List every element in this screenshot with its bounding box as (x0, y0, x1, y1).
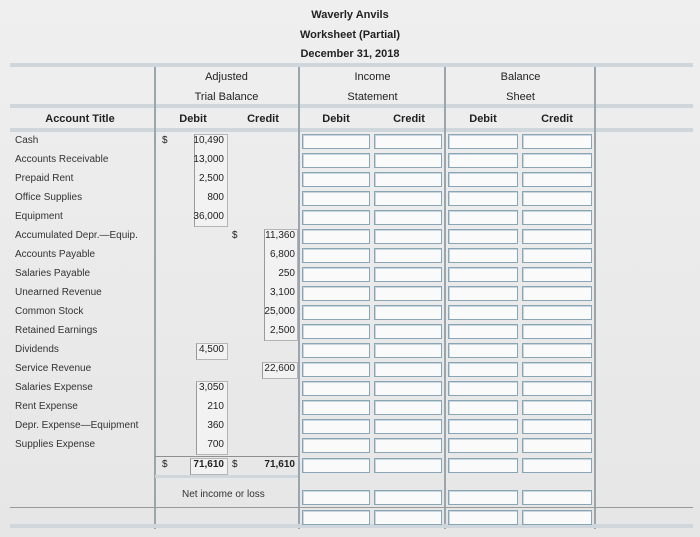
bs-credit-input[interactable] (522, 134, 592, 149)
top-double-rule (10, 63, 693, 67)
bs-debit-input[interactable] (448, 458, 518, 473)
bs-credit-input[interactable] (522, 305, 592, 320)
income-group-label-2: Statement (347, 91, 398, 103)
company-name: Waverly Anvils (311, 9, 389, 21)
is-debit-input[interactable] (302, 381, 370, 396)
is-credit-input[interactable] (374, 267, 442, 282)
is-credit-input[interactable] (374, 438, 442, 453)
bs-debit-input[interactable] (448, 324, 518, 339)
dollar-sign: $ (162, 459, 168, 470)
column-header-rule (10, 128, 693, 132)
is-debit-input[interactable] (302, 458, 370, 473)
account-title: Retained Earnings (15, 325, 98, 336)
bs-credit-input[interactable] (522, 229, 592, 244)
is-debit-input[interactable] (302, 134, 370, 149)
credit-amount: 2,500 (269, 325, 295, 336)
credit-amount: 3,100 (269, 287, 295, 298)
is-debit-input[interactable] (302, 438, 370, 453)
is-debit-input[interactable] (302, 172, 370, 187)
bs-credit-input[interactable] (522, 438, 592, 453)
is-credit-input[interactable] (374, 210, 442, 225)
is-credit-input[interactable] (374, 343, 442, 358)
debit-amount: 800 (207, 192, 224, 203)
credit-amount: 22,600 (264, 363, 295, 374)
is-credit-input[interactable] (374, 172, 442, 187)
bs-debit-input[interactable] (448, 248, 518, 263)
divider-atb (298, 67, 300, 529)
is-debit-input[interactable] (302, 510, 370, 525)
totals-top-rule (155, 456, 298, 457)
bs-credit-input[interactable] (522, 510, 592, 525)
bs-credit-input[interactable] (522, 248, 592, 263)
credit-amount: 11,360 (265, 230, 295, 241)
bs-debit-input[interactable] (448, 172, 518, 187)
col-bs-credit: Credit (541, 113, 573, 125)
account-title: Accumulated Depr.—Equip. (15, 230, 138, 241)
is-debit-input[interactable] (302, 191, 370, 206)
col-atb-debit: Debit (179, 113, 207, 125)
is-debit-input[interactable] (302, 490, 370, 505)
account-title: Cash (15, 135, 39, 146)
is-credit-input[interactable] (374, 248, 442, 263)
is-credit-input[interactable] (374, 381, 442, 396)
bs-debit-input[interactable] (448, 286, 518, 301)
bs-debit-input[interactable] (448, 419, 518, 434)
account-title: Rent Expense (15, 401, 78, 412)
credit-amount: 6,800 (269, 249, 295, 260)
bs-credit-input[interactable] (522, 490, 592, 505)
debit-amount: 360 (207, 420, 224, 431)
debit-amount: 13,000 (193, 154, 224, 165)
is-credit-input[interactable] (374, 458, 442, 473)
group-header-rule (10, 104, 693, 108)
is-debit-input[interactable] (302, 324, 370, 339)
is-debit-input[interactable] (302, 362, 370, 377)
is-debit-input[interactable] (302, 267, 370, 282)
net-income-rule (10, 507, 693, 508)
col-is-credit: Credit (393, 113, 425, 125)
debit-amount: 210 (207, 401, 224, 412)
account-title: Depr. Expense—Equipment (15, 420, 139, 431)
bs-credit-input[interactable] (522, 381, 592, 396)
account-title: Common Stock (15, 306, 84, 317)
worksheet-title: Worksheet (Partial) (299, 29, 401, 41)
bs-debit-input[interactable] (448, 229, 518, 244)
account-title: Accounts Receivable (15, 154, 109, 165)
credit-amount: 250 (278, 268, 295, 279)
is-debit-input[interactable] (302, 286, 370, 301)
bs-credit-input[interactable] (522, 172, 592, 187)
bs-debit-input[interactable] (448, 210, 518, 225)
account-title: Office Supplies (15, 192, 83, 203)
account-title: Accounts Payable (15, 249, 96, 260)
is-debit-input[interactable] (302, 343, 370, 358)
totals-double-rule (155, 475, 298, 478)
col-account-title: Account Title (45, 113, 115, 125)
col-atb-credit: Credit (247, 113, 279, 125)
dollar-sign: $ (232, 230, 238, 241)
account-title: Salaries Payable (15, 268, 91, 279)
is-credit-input[interactable] (374, 324, 442, 339)
income-group-label-1: Income (354, 71, 391, 83)
is-debit-input[interactable] (302, 305, 370, 320)
bs-debit-input[interactable] (448, 191, 518, 206)
bs-debit-input[interactable] (448, 343, 518, 358)
bs-debit-input[interactable] (448, 400, 518, 415)
balance-group-label-2: Sheet (506, 91, 535, 103)
worksheet-date: December 31, 2018 (300, 48, 400, 60)
is-debit-input[interactable] (302, 229, 370, 244)
bs-credit-input[interactable] (522, 400, 592, 415)
is-debit-input[interactable] (302, 248, 370, 263)
bs-credit-input[interactable] (522, 419, 592, 434)
is-debit-input[interactable] (302, 210, 370, 225)
bs-credit-input[interactable] (522, 458, 592, 473)
bs-credit-input[interactable] (522, 343, 592, 358)
is-credit-input[interactable] (374, 134, 442, 149)
account-title: Salaries Expense (15, 382, 93, 393)
is-debit-input[interactable] (302, 153, 370, 168)
debit-amount: 700 (207, 439, 224, 450)
net-income-label: Net income or loss (182, 489, 265, 500)
is-credit-input[interactable] (374, 191, 442, 206)
divider-is (444, 67, 446, 529)
bs-debit-input[interactable] (448, 305, 518, 320)
is-credit-input[interactable] (374, 153, 442, 168)
account-title: Dividends (15, 344, 59, 355)
total-debit: 71,610 (193, 459, 224, 470)
is-credit-input[interactable] (374, 229, 442, 244)
account-title: Supplies Expense (15, 439, 96, 450)
divider-account (154, 67, 156, 529)
credit-amount: 25,000 (264, 306, 295, 317)
bs-credit-input[interactable] (522, 210, 592, 225)
is-credit-input[interactable] (374, 510, 442, 525)
debit-amount: 10,490 (193, 135, 224, 146)
adjusted-group-label-1: Adjusted (205, 71, 248, 83)
adjusted-group-label-2: Trial Balance (194, 91, 259, 103)
is-credit-input[interactable] (374, 305, 442, 320)
account-title: Service Revenue (15, 363, 92, 374)
dollar-sign: $ (162, 135, 168, 146)
bs-debit-input[interactable] (448, 153, 518, 168)
col-bs-debit: Debit (469, 113, 497, 125)
debit-amount: 36,000 (193, 211, 224, 222)
bs-debit-input[interactable] (448, 362, 518, 377)
bs-debit-input[interactable] (448, 490, 518, 505)
bs-debit-input[interactable] (448, 510, 518, 525)
bs-debit-input[interactable] (448, 134, 518, 149)
account-title: Equipment (15, 211, 63, 222)
bs-credit-input[interactable] (522, 286, 592, 301)
debit-amount: 3,050 (198, 382, 224, 393)
bs-credit-input[interactable] (522, 191, 592, 206)
divider-bs (594, 67, 596, 529)
account-title: Prepaid Rent (15, 173, 74, 184)
bs-debit-input[interactable] (448, 381, 518, 396)
dollar-sign: $ (232, 459, 238, 470)
is-credit-input[interactable] (374, 286, 442, 301)
debit-amount: 2,500 (198, 173, 224, 184)
bs-debit-input[interactable] (448, 438, 518, 453)
is-credit-input[interactable] (374, 362, 442, 377)
account-title: Unearned Revenue (15, 287, 102, 298)
bs-credit-input[interactable] (522, 153, 592, 168)
bs-debit-input[interactable] (448, 267, 518, 282)
debit-amount: 4,500 (198, 344, 224, 355)
is-credit-input[interactable] (374, 400, 442, 415)
bs-credit-input[interactable] (522, 362, 592, 377)
is-debit-input[interactable] (302, 400, 370, 415)
total-credit: 71,610 (264, 459, 295, 470)
is-credit-input[interactable] (374, 419, 442, 434)
balance-group-label-1: Balance (500, 71, 541, 83)
bs-credit-input[interactable] (522, 267, 592, 282)
col-is-debit: Debit (322, 113, 350, 125)
is-credit-input[interactable] (374, 490, 442, 505)
is-debit-input[interactable] (302, 419, 370, 434)
bs-credit-input[interactable] (522, 324, 592, 339)
